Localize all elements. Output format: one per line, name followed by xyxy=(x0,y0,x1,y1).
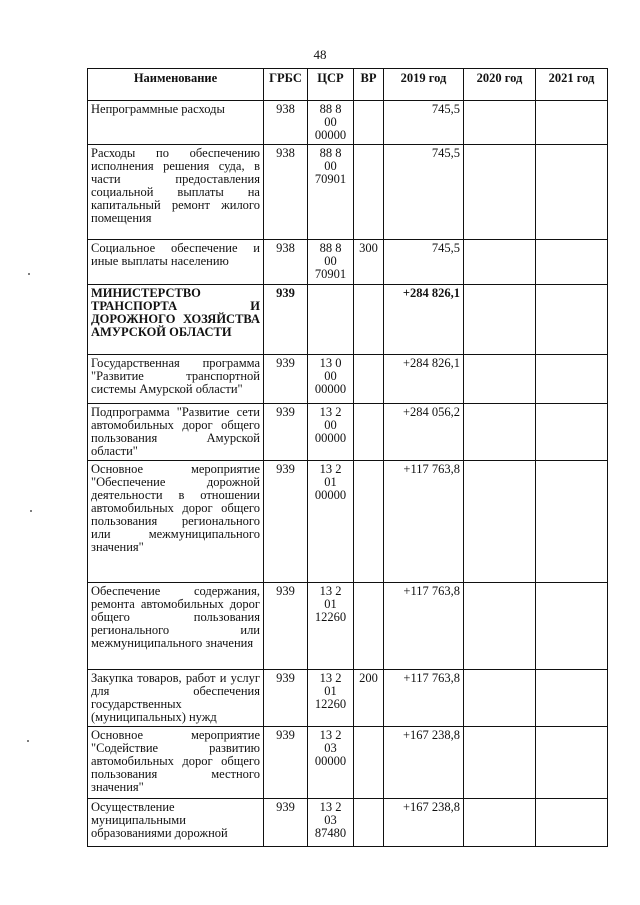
table-row xyxy=(88,670,608,727)
table-row xyxy=(88,799,608,847)
cell-name: Подпрограмма "Развитие сети автомобильных дорог общего пользования Амурской области" xyxy=(88,404,264,461)
cell-name: Основное мероприятие "Обеспечение дорожной деятельности в отношении автомобильных дорог общего пользования регионального или межмуниципального значения" xyxy=(88,461,264,583)
cell-grbs: 939 xyxy=(264,461,308,583)
table-row xyxy=(88,404,608,461)
cell-2020 xyxy=(464,240,536,285)
scan-speck xyxy=(28,273,30,275)
cell-2019: +284 056,2 xyxy=(384,404,464,461)
cell-2020 xyxy=(464,670,536,727)
scan-speck xyxy=(27,740,29,742)
cell-2021 xyxy=(536,285,608,355)
cell-csr: 13 2 01 00000 xyxy=(308,461,354,583)
cell-grbs: 939 xyxy=(264,583,308,670)
header-grbs: ГРБС xyxy=(264,69,308,101)
cell-csr: 13 0 00 00000 xyxy=(308,355,354,404)
cell-vr xyxy=(354,285,384,355)
cell-2020 xyxy=(464,727,536,799)
cell-vr xyxy=(354,461,384,583)
table-row xyxy=(88,355,608,404)
cell-vr xyxy=(354,404,384,461)
cell-2019: +284 826,1 xyxy=(384,285,464,355)
table-header-row xyxy=(88,69,608,101)
cell-grbs: 939 xyxy=(264,404,308,461)
cell-grbs: 939 xyxy=(264,727,308,799)
cell-grbs: 938 xyxy=(264,101,308,145)
table-body xyxy=(88,101,608,847)
cell-name: Социальное обеспечение и иные выплаты населению xyxy=(88,240,264,285)
cell-2021 xyxy=(536,240,608,285)
cell-csr: 13 2 00 00000 xyxy=(308,404,354,461)
cell-grbs: 939 xyxy=(264,670,308,727)
header-2020: 2020 год xyxy=(464,69,536,101)
cell-name: Основное мероприятие "Содействие развитию автомобильных дорог общего пользования местного значения" xyxy=(88,727,264,799)
cell-2019: +117 763,8 xyxy=(384,583,464,670)
cell-vr: 300 xyxy=(354,240,384,285)
table-row xyxy=(88,583,608,670)
table-row xyxy=(88,101,608,145)
cell-2020 xyxy=(464,101,536,145)
cell-2019: +117 763,8 xyxy=(384,670,464,727)
cell-2020 xyxy=(464,583,536,670)
table-row xyxy=(88,461,608,583)
cell-2019: +167 238,8 xyxy=(384,799,464,847)
cell-name: Государственная программа "Развитие транспортной системы Амурской области" xyxy=(88,355,264,404)
cell-grbs: 938 xyxy=(264,145,308,240)
header-2019: 2019 год xyxy=(384,69,464,101)
cell-csr: 88 8 00 00000 xyxy=(308,101,354,145)
cell-2019: +284 826,1 xyxy=(384,355,464,404)
header-2021: 2021 год xyxy=(536,69,608,101)
cell-grbs: 939 xyxy=(264,285,308,355)
cell-grbs: 938 xyxy=(264,240,308,285)
cell-grbs: 939 xyxy=(264,799,308,847)
cell-2021 xyxy=(536,727,608,799)
cell-csr: 13 2 01 12260 xyxy=(308,583,354,670)
cell-2020 xyxy=(464,404,536,461)
cell-2020 xyxy=(464,285,536,355)
cell-2021 xyxy=(536,670,608,727)
cell-vr xyxy=(354,583,384,670)
table-row xyxy=(88,727,608,799)
cell-grbs: 939 xyxy=(264,355,308,404)
table-row xyxy=(88,145,608,240)
cell-vr xyxy=(354,727,384,799)
cell-2021 xyxy=(536,101,608,145)
cell-vr: 200 xyxy=(354,670,384,727)
cell-vr xyxy=(354,101,384,145)
cell-2020 xyxy=(464,799,536,847)
cell-csr: 88 8 00 70901 xyxy=(308,145,354,240)
cell-csr xyxy=(308,285,354,355)
cell-2019: +167 238,8 xyxy=(384,727,464,799)
cell-2019: 745,5 xyxy=(384,101,464,145)
cell-2020 xyxy=(464,145,536,240)
cell-vr xyxy=(354,799,384,847)
header-vr: ВР xyxy=(354,69,384,101)
cell-2020 xyxy=(464,461,536,583)
cell-name: Обеспечение содержания, ремонта автомобильных дорог общего пользования регионального или межмуниципального значения xyxy=(88,583,264,670)
cell-2019: 745,5 xyxy=(384,240,464,285)
cell-2019: 745,5 xyxy=(384,145,464,240)
cell-2021 xyxy=(536,461,608,583)
header-csr: ЦСР xyxy=(308,69,354,101)
cell-2021 xyxy=(536,145,608,240)
page-number: 48 xyxy=(313,47,327,62)
budget-table xyxy=(87,68,608,847)
cell-2020 xyxy=(464,355,536,404)
cell-name: Закупка товаров, работ и услуг для обеспечения государственных (муниципальных) нужд xyxy=(88,670,264,727)
table-row xyxy=(88,285,608,355)
header-name: Наименование xyxy=(88,69,264,101)
cell-csr: 13 2 01 12260 xyxy=(308,670,354,727)
cell-2021 xyxy=(536,583,608,670)
cell-2021 xyxy=(536,355,608,404)
cell-vr xyxy=(354,355,384,404)
cell-name: Расходы по обеспечению исполнения решения суда, в части предоставления социальной выплаты на капитальный ремонт жилого помещения xyxy=(88,145,264,240)
scan-speck xyxy=(30,510,32,512)
cell-csr: 13 2 03 87480 xyxy=(308,799,354,847)
cell-2019: +117 763,8 xyxy=(384,461,464,583)
cell-2021 xyxy=(536,799,608,847)
cell-name: Осуществление муниципальными образованиями дорожной xyxy=(88,799,264,847)
cell-name: МИНИСТЕРСТВО ТРАНСПОРТА И ДОРОЖНОГО ХОЗЯЙСТВА АМУРСКОЙ ОБЛАСТИ xyxy=(88,285,264,355)
cell-name: Непрограммные расходы xyxy=(88,101,264,145)
cell-csr: 13 2 03 00000 xyxy=(308,727,354,799)
cell-csr: 88 8 00 70901 xyxy=(308,240,354,285)
cell-vr xyxy=(354,145,384,240)
table-row xyxy=(88,240,608,285)
cell-2021 xyxy=(536,404,608,461)
